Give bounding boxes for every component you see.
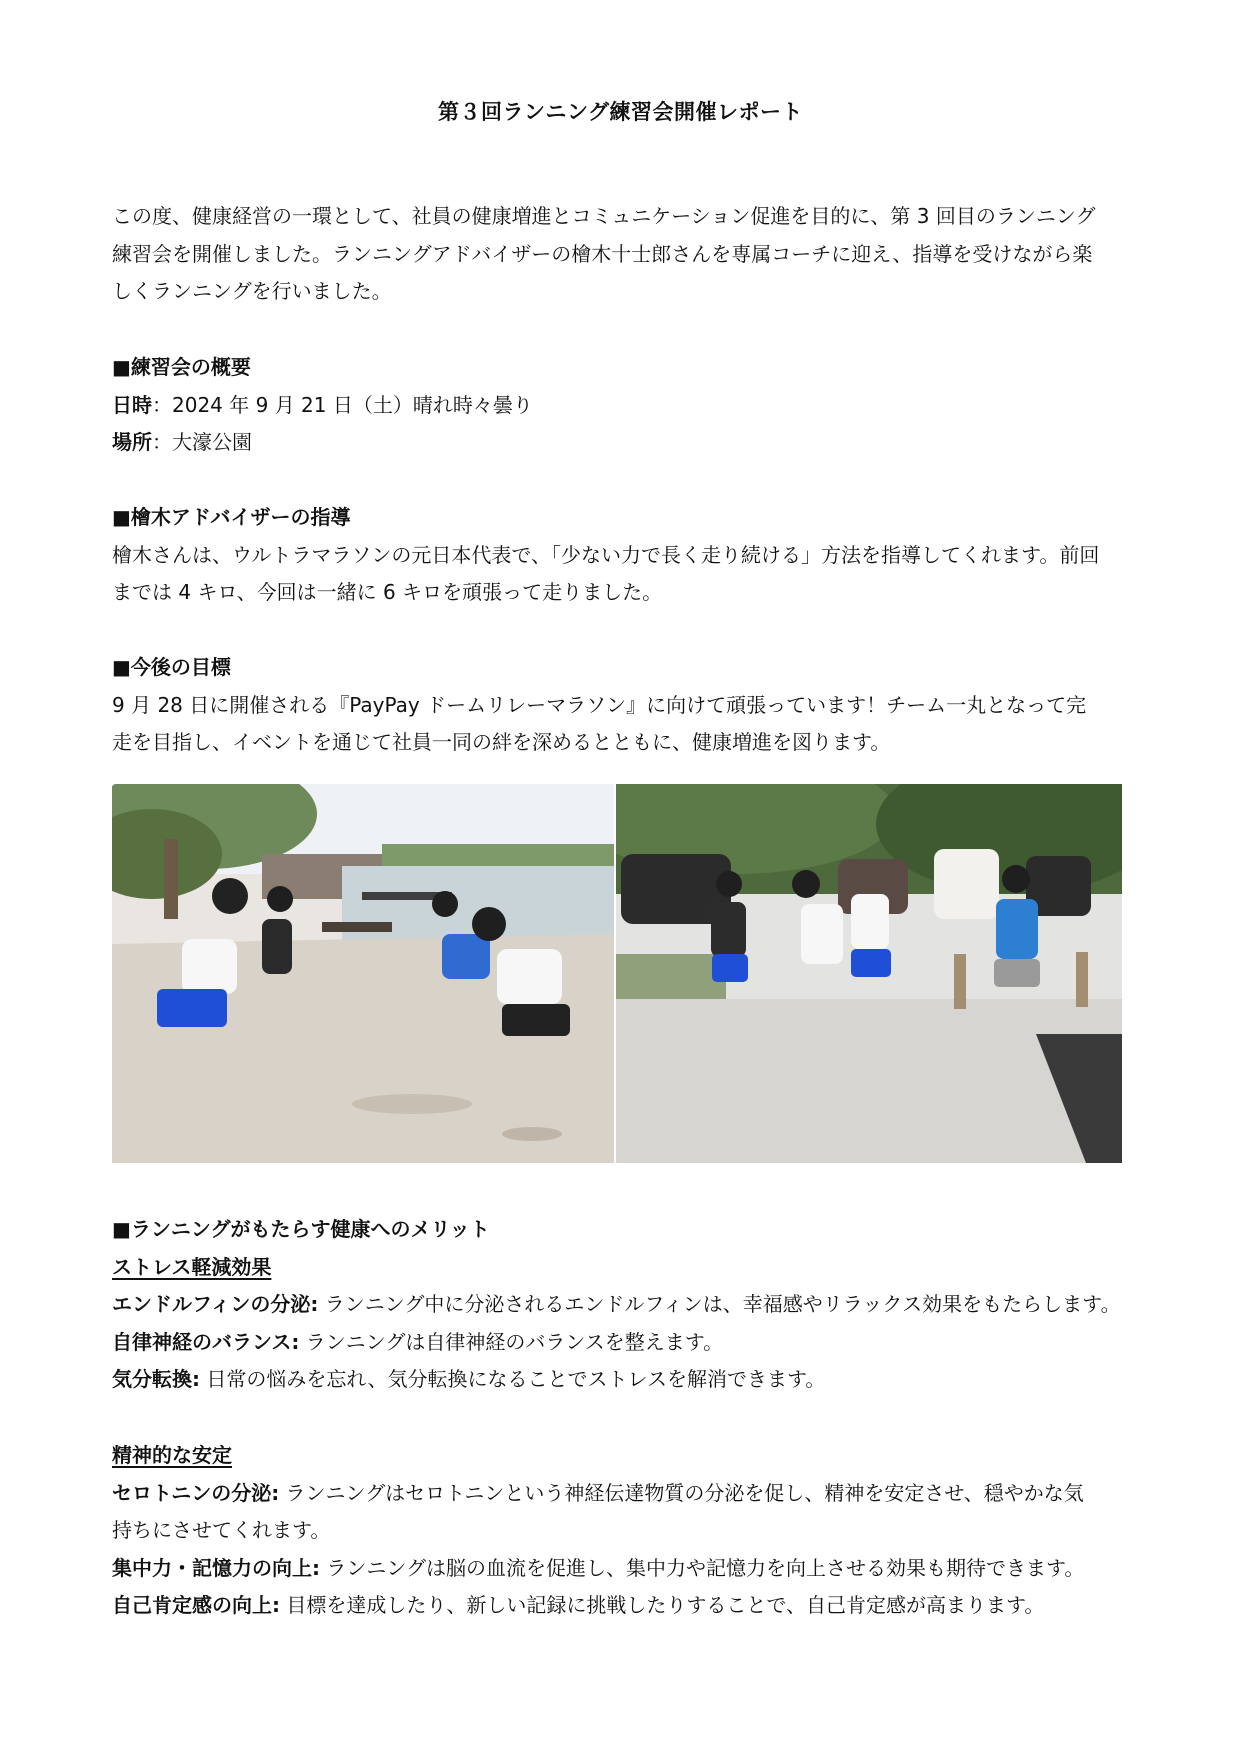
overview-heading: ■練習会の概要 — [112, 355, 251, 379]
mental-item — [112, 1550, 1142, 1588]
coaching-heading: ■檜木アドバイザーの指導 — [112, 505, 351, 529]
coaching-line: までは 4 キロ、今回は一緒に 6 キロを頑張って走りました。 — [112, 580, 663, 604]
overview-place — [112, 424, 1142, 462]
place-value: ：大濠公園 — [152, 430, 252, 454]
photo-lakeside-stretching — [112, 784, 614, 1163]
overview-date — [112, 387, 1142, 425]
stress-item-label: エンドルフィンの分泌: — [112, 1292, 319, 1316]
photo-parking-stretching — [616, 784, 1122, 1163]
goals-line: 9 月 28 日に開催される『PayPay ドームリレーマラソン』に向けて頑張っています！チーム一丸となって完 — [112, 692, 1087, 717]
mental-item — [112, 1475, 1142, 1513]
merits-section — [112, 1211, 1142, 1399]
goals-heading: ■今後の目標 — [112, 655, 231, 679]
intro-paragraph — [112, 198, 1142, 311]
mental-item-label: セロトニンの分泌: — [112, 1480, 280, 1505]
stress-item-label: 気分転換: — [112, 1367, 200, 1391]
stress-item — [112, 1286, 1142, 1324]
coaching-line: 檜木さんは、ウルトラマラソンの元日本代表で、「少ない力で長く走り続ける」方法を指導してくれます。前回 — [112, 542, 1100, 567]
mental-item-label: 集中力・記憶力の向上: — [112, 1555, 320, 1580]
coaching-section — [112, 499, 1142, 612]
stress-item — [112, 1361, 1142, 1399]
intro-line: 練習会を開催しました。ランニングアドバイザーの檜木十士郎さんを専属コーチに迎え、指導を受けながら楽 — [112, 241, 1093, 266]
goals-section — [112, 649, 1142, 762]
parking-stretching-image — [616, 784, 1122, 1163]
place-label: 場所 — [112, 430, 152, 454]
overview-section — [112, 349, 1142, 462]
mental-item-text: ランニングはセロトニンという神経伝達物質の分泌を促し、精神を安定させ、穏やかな気 — [279, 1480, 1084, 1505]
mental-item-text: ランニングは脳の血流を促進し、集中力や記憶力を向上させる効果も期待できます。 — [320, 1555, 1085, 1580]
stress-item-text: 日常の悩みを忘れ、気分転換になることでストレスを解消できます。 — [200, 1367, 826, 1391]
intro-line: しくランニングを行いました。 — [112, 279, 392, 303]
date-label: 日時 — [112, 392, 152, 417]
lakeside-stretching-image — [112, 784, 614, 1163]
date-value: ：2024 年 9 月 21 日（土）晴れ時々曇り — [152, 392, 533, 417]
stress-item-label: 自律神経のバランス: — [112, 1329, 300, 1354]
merits-heading: ■ランニングがもたらす健康へのメリット — [112, 1217, 490, 1241]
stress-item-text: ランニングは自律神経のバランスを整えます。 — [299, 1329, 724, 1354]
goals-line: 走を目指し、イベントを通じて社員一同の絆を深めるとともに、健康増進を図ります。 — [112, 730, 891, 754]
stress-subheading: ストレス軽減効果 — [112, 1254, 272, 1279]
mental-item-continued: 持ちにさせてくれます。 — [112, 1518, 331, 1542]
stress-item-text: ランニング中に分泌されるエンドルフィンは、幸福感やリラックス効果をもたらします。 — [318, 1292, 1121, 1316]
mental-item-label: 自己肯定感の向上: — [112, 1593, 280, 1617]
page-title: 第３回ランニング練習会開催レポート — [437, 100, 804, 124]
mental-item — [112, 1587, 1142, 1625]
mental-item-text: 目標を達成したり、新しい記録に挑戦したりすることで、自己肯定感が高まります。 — [280, 1593, 1045, 1617]
intro-line: この度、健康経営の一環として、社員の健康増進とコミュニケーション促進を目的に、第 3 回目のランニング — [112, 204, 1096, 228]
mental-section — [112, 1437, 1142, 1625]
mental-subheading: 精神的な安定 — [112, 1443, 232, 1467]
stress-item — [112, 1324, 1142, 1362]
